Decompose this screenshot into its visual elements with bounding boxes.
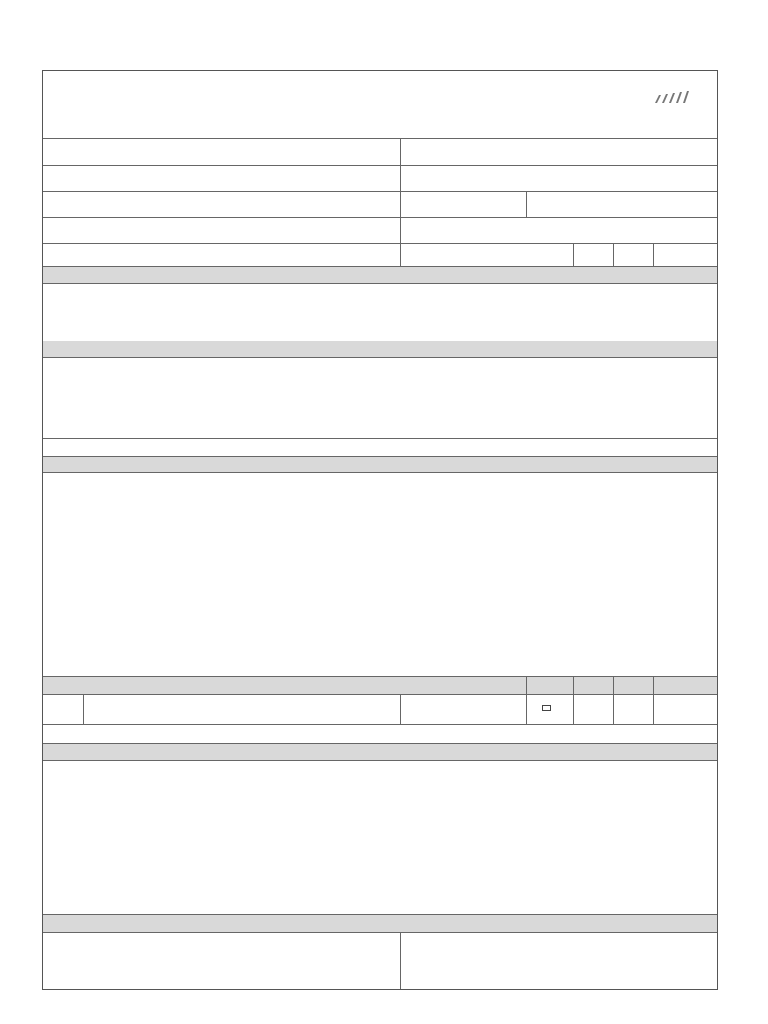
section-previous-bar xyxy=(43,341,717,357)
section-educational-bar xyxy=(43,676,717,694)
section-statutory-bar xyxy=(43,744,717,760)
section-candidate-bar xyxy=(43,267,717,283)
verification-bar xyxy=(43,914,717,932)
checklist-sheet xyxy=(42,70,718,990)
manpower-logo xyxy=(653,89,703,119)
section-contracts-bar xyxy=(43,456,717,472)
education-checkbox[interactable] xyxy=(542,705,551,711)
logo-icon xyxy=(653,89,693,105)
